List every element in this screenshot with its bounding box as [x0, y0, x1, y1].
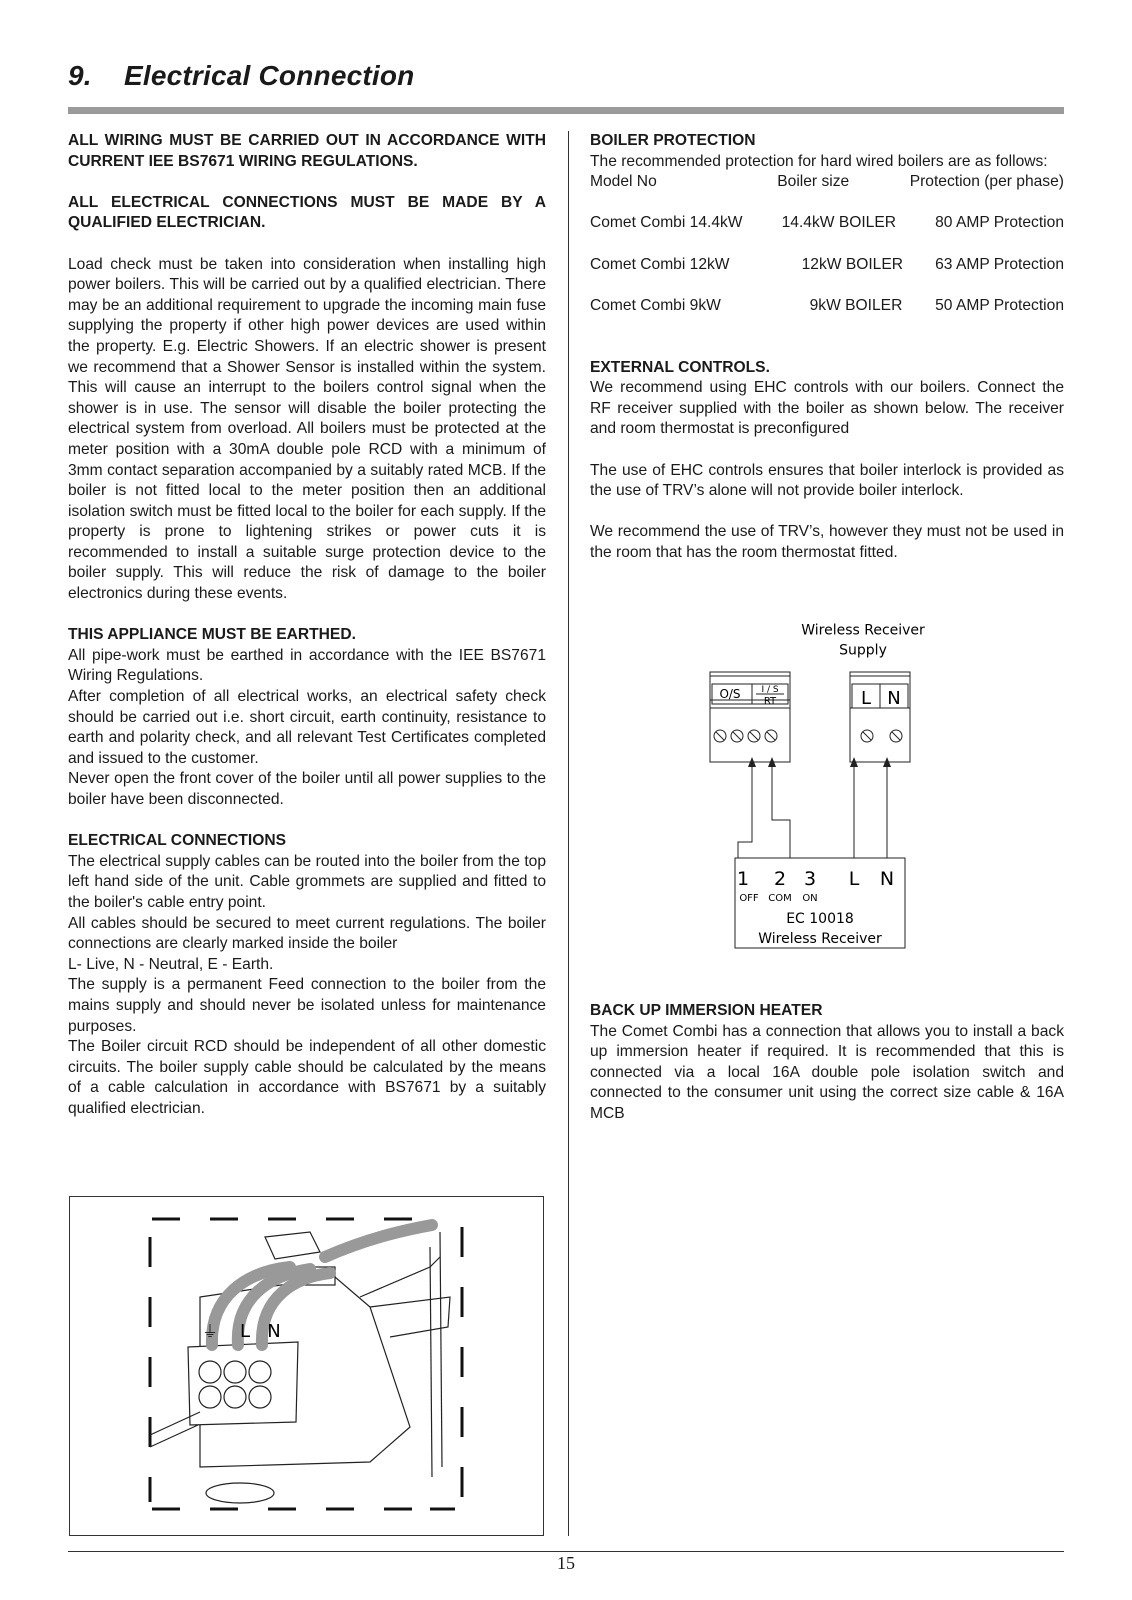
- paragraph-protection: The recommended protection for hard wired boilers are as follows:: [590, 152, 1048, 170]
- table-cell: Comet Combi 9kW: [590, 296, 721, 314]
- receiver-sub-on: ON: [802, 893, 818, 904]
- receiver-terminal-3: 3: [803, 868, 817, 890]
- earth-symbol: ⏚: [201, 1322, 219, 1341]
- table-cell: 12kW BOILER: [801, 255, 904, 273]
- table-row: [590, 255, 1064, 276]
- paragraph-front-cover: Never open the front cover of the boiler until all power supplies to the boiler have been disconnected.: [68, 770, 546, 808]
- rt-label: RT: [763, 696, 777, 707]
- receiver-terminal-2: 2: [773, 868, 787, 890]
- table-cell: 14.4kW BOILER: [781, 214, 897, 232]
- receiver-terminal-1: 1: [736, 868, 750, 890]
- heading-external-controls: EXTERNAL CONTROLS.: [590, 358, 770, 376]
- paragraph-cables-secured: All cables should be secured to meet current regulations. The boiler connections are clearly marked inside the boiler: [68, 914, 546, 953]
- table-cell: Comet Combi 12kW: [590, 255, 730, 273]
- neutral-label: N: [267, 1321, 281, 1342]
- os-label: O/S: [719, 687, 741, 701]
- receiver-terminal-n: N: [879, 868, 895, 890]
- receiver-sub-com: COM: [768, 893, 792, 904]
- paragraph-trv: We recommend the use of TRV’s, however they must not be used in the room that has the room thermostat fitted.: [590, 523, 1064, 561]
- paragraph-terminal-key: L- Live, N - Neutral, E - Earth.: [68, 955, 274, 973]
- heading-electrical-connections: ELECTRICAL CONNECTIONS: [68, 832, 287, 850]
- wiring-diagram: [700, 620, 940, 960]
- heading-qualified-electrician: ALL ELECTRICAL CONNECTIONS MUST BE MADE BY A QUALIFIED ELECTRICIAN.: [68, 193, 546, 232]
- heading-immersion-heater: BACK UP IMMERSION HEATER: [590, 1002, 823, 1019]
- right-column: [590, 131, 1064, 563]
- receiver-terminal-l: L: [848, 868, 860, 890]
- table-header: Protection (per phase): [909, 173, 1064, 191]
- paragraph-safety-check: After completion of all electrical works, an electrical safety check should be carried out i.e. short circuit, earth continuity, resistance to earth and polarity check, and all relevant Test Certificates completed and issued to the customer.: [68, 688, 546, 767]
- receiver-model: EC 10018: [786, 911, 854, 927]
- paragraph-immersion-heater: The Comet Combi has a connection that allows you to install a back up immersion heater if required. It is recommended that this is connected via a local 16A double pole isolation switch and connected to the consumer unit using the correct size cable & 16A MCB: [590, 1022, 1064, 1122]
- supply-label-line1: Wireless Receiver: [801, 622, 925, 639]
- paragraph-supply-cables: The electrical supply cables can be routed into the boiler from the top left hand side of the unit. Cable grommets are supplied and fitted to the boiler's cable entry point.: [68, 852, 546, 911]
- section-number: 9.: [68, 60, 92, 91]
- paragraph-rcd: The Boiler circuit RCD should be independent of all other domestic circuits. The boiler supply cable should be calculated by the means of a cable calculation in accordance with BS7671 by a suitably qualified electrician.: [68, 1038, 546, 1117]
- screw-terminals: [714, 730, 902, 742]
- page-number: 15: [557, 1553, 575, 1573]
- page-title: [68, 60, 415, 92]
- immersion-section: [590, 1001, 1064, 1125]
- table-cell: 50 AMP Protection: [935, 296, 1064, 314]
- paragraph-earth-pipework: All pipe-work must be earthed in accordance with the IEE BS7671 Wiring Regulations.: [68, 646, 546, 685]
- table-header-row: [590, 172, 1064, 193]
- is-label: I / S: [761, 685, 779, 695]
- protection-table: [590, 172, 1064, 316]
- table-cell: 80 AMP Protection: [935, 214, 1064, 232]
- receiver-name: Wireless Receiver: [758, 931, 882, 947]
- paragraph-boiler-interlock: The use of EHC controls ensures that boiler interlock is provided as the use of TRV’s alone will not provide boiler interlock.: [590, 461, 1064, 500]
- table-header: Boiler size: [777, 173, 850, 191]
- left-column: [68, 131, 546, 1120]
- paragraph-load-check: Load check must be taken into consideration when installing high power boilers. This will be carried out by a qualified electrician. There may be an additional requirement to upgrade the incoming main fuse supplying the property if other high power devices are used within the property. E.g. Electric Showers. If an electric shower is present we recommend that a Shower Sensor is installed within the system. This will cause an interrupt to the boilers control signal when the shower is in use. The sensor will disable the boiler protecting the electrical system from overload. All boilers must be protected at the meter position with a 30mA double pole RCD with a minimum of 3mm contact separation accompanied by a suitably rated MCB. If the boiler is not fitted local to the meter position then an additional isolation switch must be fitted local to the boiler for each supply. If the property is prone to lightening strikes or power cuts it is recommended to install a suitable surge protection device to the boiler supply. This will reduce the risk of damage to the boiler electronics during these events.: [68, 255, 546, 603]
- column-divider: [568, 131, 569, 1536]
- footer-rule: [68, 1551, 1064, 1552]
- heading-iee-regulations: ALL WIRING MUST BE CARRIED OUT IN ACCORDANCE WITH CURRENT IEE BS7671 WIRING REGULATIONS.: [68, 132, 546, 170]
- wires: [738, 765, 887, 858]
- supply-n-label: N: [887, 688, 901, 709]
- table-row: [590, 213, 1064, 234]
- table-cell: 63 AMP Protection: [935, 255, 1064, 273]
- paragraph-ehc-controls: We recommend using EHC controls with our boilers. Connect the RF receiver supplied with the boiler as shown below. The receiver and room thermostat is preconfigured: [590, 379, 1064, 438]
- table-header: Model No: [590, 173, 657, 191]
- heading-earthed: THIS APPLIANCE MUST BE EARTHED.: [68, 626, 356, 644]
- table-cell: 9kW BOILER: [809, 296, 903, 314]
- boiler-connection-figure: [69, 1196, 544, 1536]
- title-rule: [68, 107, 1064, 114]
- receiver-sub-off: OFF: [739, 893, 759, 904]
- section-title: Electrical Connection: [124, 60, 415, 91]
- supply-label-line2: Supply: [839, 642, 887, 659]
- heading-boiler-protection: BOILER PROTECTION: [590, 132, 756, 149]
- boiler-terminal-illustration: [70, 1197, 544, 1536]
- table-row: [590, 296, 1064, 317]
- live-label: L: [239, 1321, 251, 1342]
- supply-l-label: L: [860, 688, 872, 709]
- paragraph-permanent-feed: The supply is a permanent Feed connection to the boiler from the mains supply and should never be isolated unless for maintenance purposes.: [68, 976, 546, 1035]
- table-cell: Comet Combi 14.4kW: [590, 214, 743, 232]
